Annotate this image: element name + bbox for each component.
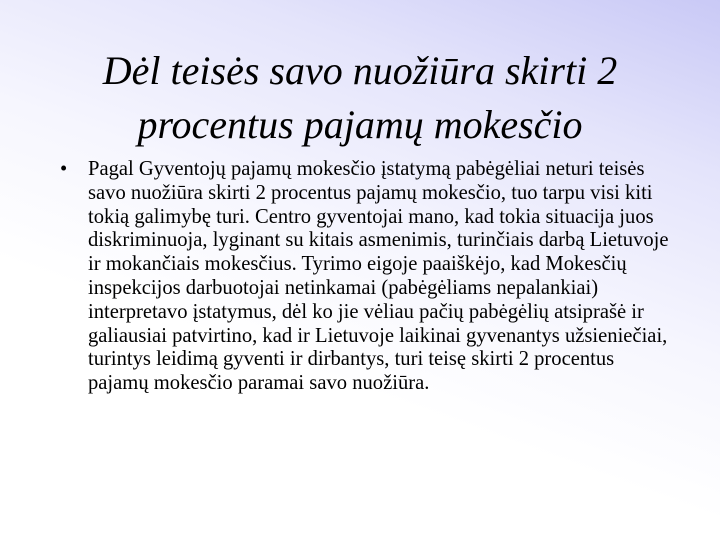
bullet-list	[60, 158, 670, 396]
bullet-text: Pagal Gyventojų pajamų mokesčio įstatymą pabėgėliai neturi teisės savo nuožiūra skirti 2 procentus pajamų mokesčio, tuo tarpu visi kiti tokią galimybę turi. Centro gyventojai mano, kad tokia situacija juos diskriminuoja, lyginant su kitais asmenimis, turinčiais darbą Lietuvoje ir mokančiais mokesčius. Tyrimo eigoje paaiškėjo, kad Mokesčių inspekcijos darbuotojai netinkamai (pabėgėliams nepalankiai) interpretavo įstatymus, dėl ko jie vėliau pačių pabėgėlių atsiprašė ir galiausiai patvirtino, kad ir Lietuvoje laikinai gyvenantys užsieniečiai, turintys leidimą gyventi ir dirbantys, turi teisę skirti 2 procentus pajamų mokesčio paramai savo nuožiūra.	[88, 158, 669, 395]
bullet-marker: •	[60, 158, 68, 180]
slide-title: Dėl teisės savo nuožiūra skirti 2 procentus pajamų mokesčio	[102, 48, 618, 147]
bullet-item	[60, 158, 670, 396]
